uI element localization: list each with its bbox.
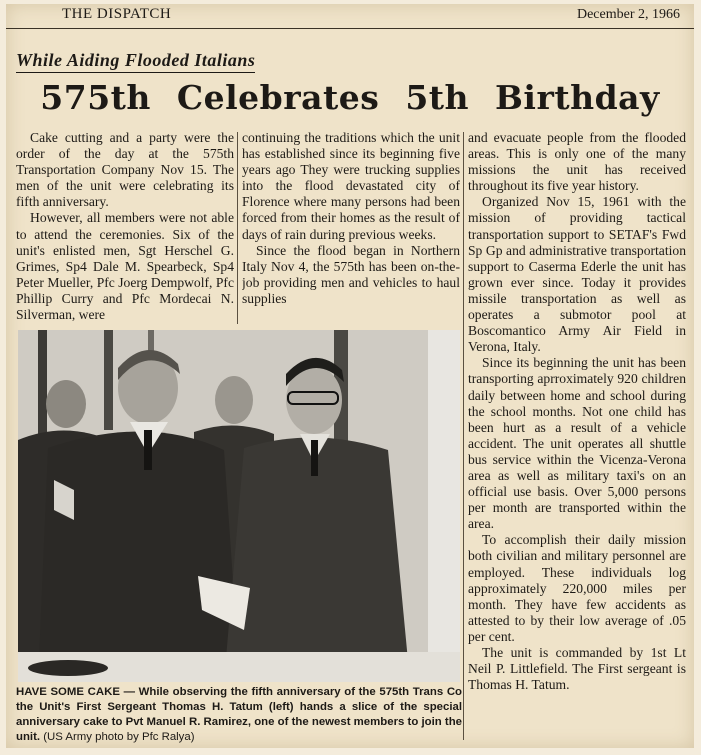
main-headline: 575th Celebrates 5th Birthday: [40, 78, 660, 117]
kicker-headline: While Aiding Flooded Italians: [16, 50, 255, 73]
article-column-3: [468, 130, 686, 742]
issue-date: December 2, 1966: [576, 7, 680, 22]
news-photo: [18, 330, 460, 682]
article-paragraph: To accomplish their daily mission both civilian and military personnel are employed. These individuals log approximately 220,000 miles per month. They have few accidents as attested to by their low average of .05 per cent.: [468, 532, 686, 644]
caption-text: — While observing the fifth anniversary of the 575th Trans Co the Unit's First Sergeant Thomas H. Tatum (left) hands a slice of the special anniversary cake to Pvt Manuel R. Ramirez, one of the newest members to join the unit.: [16, 686, 463, 743]
photo-illustration: [18, 330, 460, 682]
article-paragraph: Since its beginning the unit has been transporting aprroximately 920 children daily between home and school during the school months. Not one child has been hurt as a result of a vehicle accident. The unit operates all shuttle bus service within the Vicenza-Verona area as well as military taxi's on an official use basis. Over 5,000 persons per month are transported within the area.: [468, 355, 686, 532]
article-column-1: [16, 130, 234, 326]
article-paragraph: The unit is commanded by 1st Lt Neil P. Littlefield. The First sergeant is Thomas H. Tatum.: [468, 645, 686, 693]
article-paragraph: Cake cutting and a party were the order of the day at the 575th Transportation Company Nov 15. The men of the unit were celebrating its fifth anniversary.: [16, 130, 234, 210]
article-paragraph: and evacuate people from the flooded areas. This is only one of the many missions the unit has received throughout its five year history.: [468, 130, 686, 194]
article-column-2: [242, 130, 460, 326]
newspaper-name: THE DISPATCH: [62, 6, 172, 22]
caption-lead: HAVE SOME CAKE: [16, 686, 120, 698]
newspaper-clipping: [6, 4, 694, 748]
column-divider: [237, 132, 238, 324]
photo-caption: [16, 685, 462, 745]
photo-credit: (US Army photo by Pfc Ralya): [40, 731, 195, 743]
masthead: [6, 4, 694, 29]
article-paragraph: However, all members were not able to attend the ceremonies. Six of the unit's enlisted men, Sgt Herschel G. Grimes, Sp4 Dale M. Spearbeck, Sp4 Peter Mueller, Pfc Joerg Dempwolf, Pfc Phillip Curry and Pfc Mordecai N. Silverman, were: [16, 210, 234, 323]
article-paragraph: Organized Nov 15, 1961 with the mission of providing tactical transportation support to SETAF's Fwd Sp Gp and administrative transportation support to Caserma Ederle the unit has grown ever since. Today it provides missile transportation as well as operates a submotor pool at Boscomantico Army Air Field in Verona, Italy.: [468, 194, 686, 355]
column-divider: [463, 132, 464, 740]
article-paragraph: continuing the traditions which the unit has established since its beginning five years ago They were trucking supplies into the flood devastated city of Florence where many persons had been forced from their homes as the result of days of rain during previous weeks.: [242, 130, 460, 242]
article-paragraph: Since the flood began in Northern Italy Nov 4, the 575th has been on-the-job providing men and vehicles to haul supplies: [242, 242, 460, 306]
